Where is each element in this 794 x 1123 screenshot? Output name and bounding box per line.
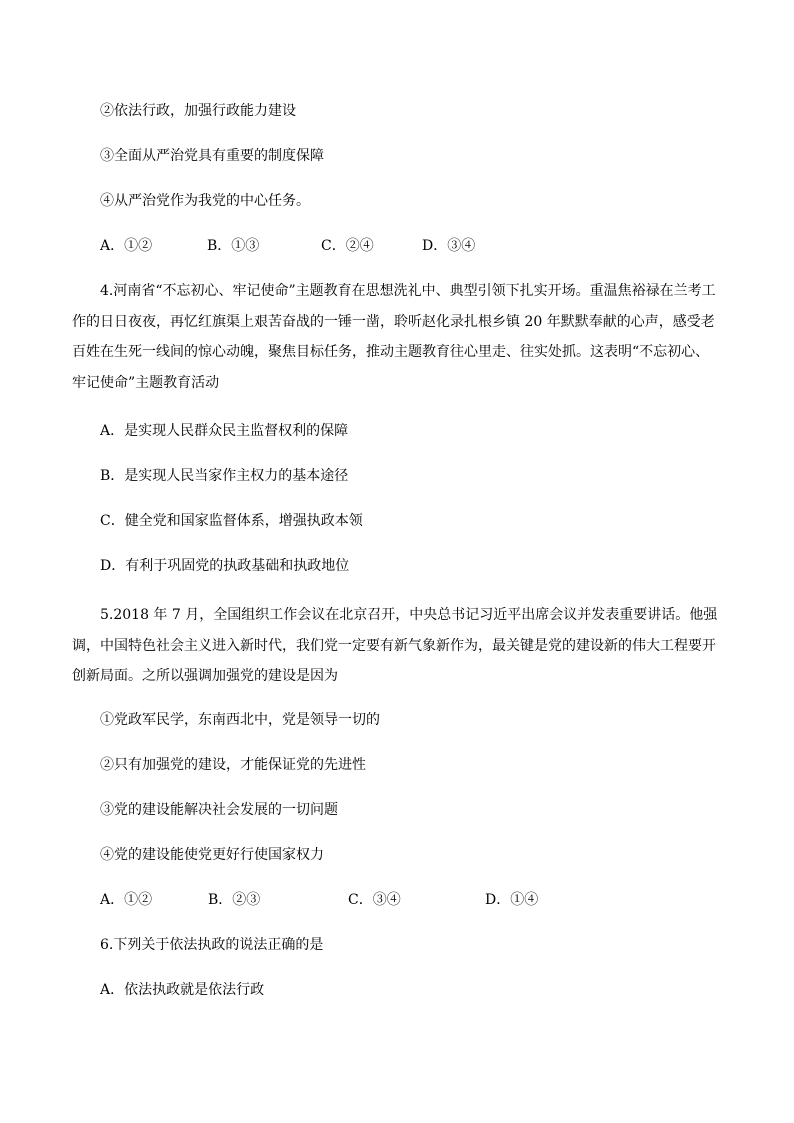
q5-item-1: ①党政军民学，东南西北中，党是领导一切的	[100, 712, 380, 728]
q3-item-2: ②依法行政，加强行政能力建设	[100, 103, 296, 119]
q5-item-4: ④党的建设能使党更好行使国家权力	[100, 847, 324, 863]
q3-item-3: ③全面从严治党具有重要的制度保障	[100, 148, 324, 164]
q5-option-a: A．①②	[100, 892, 153, 908]
q4-stem: 4.河南省“不忘初心、牢记使命”主题教育在思想洗礼中、典型引领下扎实开场。重温焦裕禄在兰考工作的日日夜夜，再忆红旗渠上艰苦奋战的一锤一凿，聆听赵化录扎根乡镇 20 年默默奉献的心声，感受老百姓在生死一线间的惊心动魄，聚焦目标任务，推动主题教育往心里走、往实处抓。这表明“不忘初心、牢记使命”主题教育活动	[72, 283, 716, 391]
q4-option-d: D．有利于巩固党的执政基础和执政地位	[100, 558, 350, 574]
q6-stem: 6.下列关于依法执政的说法正确的是	[100, 937, 324, 953]
q3-option-b: B．①③	[207, 238, 260, 254]
q3-option-a: A．①②	[100, 238, 153, 254]
q5-item-2: ②只有加强党的建设，才能保证党的先进性	[100, 757, 366, 773]
q3-options	[100, 236, 475, 256]
q3-option-c: C．②④	[321, 238, 374, 254]
q5-option-c: C．③④	[348, 892, 401, 908]
q5-option-b: B．②③	[208, 892, 261, 908]
q5-item-3: ③党的建设能解决社会发展的一切问题	[100, 802, 338, 818]
q4-option-b: B．是实现人民当家作主权力的基本途径	[100, 468, 349, 484]
q3-option-d: D．③④	[422, 238, 476, 254]
q5-option-d: D．①④	[485, 892, 539, 908]
q3-item-4: ④从严治党作为我党的中心任务。	[100, 193, 310, 209]
q4-option-c: C．健全党和国家监督体系，增强执政本领	[100, 513, 363, 529]
q5-options	[100, 890, 538, 910]
q6-option-a: A．依法执政就是依法行政	[100, 982, 265, 998]
q4-option-a: A．是实现人民群众民主监督权利的保障	[100, 423, 349, 439]
q5-stem: 5.2018 年 7 月，全国组织工作会议在北京召开，中央总书记习近平出席会议并发表重要讲话。他强调，中国特色社会主义进入新时代，我们党一定要有新气象新作为，最关键是党的建设新的伟大工程要开创新局面。之所以强调加强党的建设是因为	[72, 607, 718, 684]
